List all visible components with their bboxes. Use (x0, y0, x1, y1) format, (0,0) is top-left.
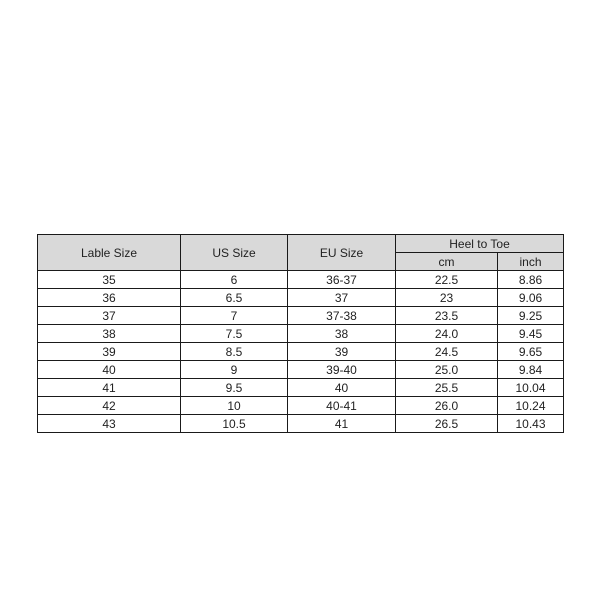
cell-inch: 9.84 (498, 361, 564, 379)
table-body (38, 271, 564, 433)
table-row (38, 343, 564, 361)
cell-us-size: 7.5 (181, 325, 288, 343)
cell-label-size: 42 (38, 397, 181, 415)
table-row (38, 307, 564, 325)
header-inch: inch (498, 253, 564, 271)
cell-us-size: 7 (181, 307, 288, 325)
cell-cm: 23.5 (396, 307, 498, 325)
cell-cm: 22.5 (396, 271, 498, 289)
cell-label-size: 36 (38, 289, 181, 307)
cell-eu-size: 38 (288, 325, 396, 343)
cell-eu-size: 39 (288, 343, 396, 361)
cell-cm: 23 (396, 289, 498, 307)
size-chart-table (37, 234, 564, 433)
cell-eu-size: 36-37 (288, 271, 396, 289)
table-row (38, 379, 564, 397)
cell-cm: 26.0 (396, 397, 498, 415)
cell-label-size: 35 (38, 271, 181, 289)
cell-label-size: 38 (38, 325, 181, 343)
cell-label-size: 41 (38, 379, 181, 397)
header-cm: cm (396, 253, 498, 271)
header-eu-size: EU Size (288, 235, 396, 271)
cell-us-size: 6.5 (181, 289, 288, 307)
cell-cm: 25.5 (396, 379, 498, 397)
header-heel-to-toe: Heel to Toe (396, 235, 564, 253)
table-row (38, 397, 564, 415)
cell-us-size: 9.5 (181, 379, 288, 397)
cell-label-size: 37 (38, 307, 181, 325)
cell-inch: 10.24 (498, 397, 564, 415)
table-row (38, 361, 564, 379)
cell-inch: 10.43 (498, 415, 564, 433)
cell-label-size: 39 (38, 343, 181, 361)
header-row (38, 235, 564, 253)
cell-inch: 9.65 (498, 343, 564, 361)
cell-cm: 25.0 (396, 361, 498, 379)
cell-cm: 26.5 (396, 415, 498, 433)
cell-cm: 24.0 (396, 325, 498, 343)
cell-cm: 24.5 (396, 343, 498, 361)
cell-inch: 10.04 (498, 379, 564, 397)
cell-us-size: 8.5 (181, 343, 288, 361)
table-row (38, 289, 564, 307)
table-row (38, 415, 564, 433)
cell-label-size: 40 (38, 361, 181, 379)
table-row (38, 271, 564, 289)
cell-eu-size: 37 (288, 289, 396, 307)
cell-us-size: 10.5 (181, 415, 288, 433)
cell-us-size: 9 (181, 361, 288, 379)
cell-us-size: 6 (181, 271, 288, 289)
cell-eu-size: 41 (288, 415, 396, 433)
table-row (38, 325, 564, 343)
cell-eu-size: 40 (288, 379, 396, 397)
header-label-size: Lable Size (38, 235, 181, 271)
cell-eu-size: 40-41 (288, 397, 396, 415)
header-us-size: US Size (181, 235, 288, 271)
cell-inch: 9.45 (498, 325, 564, 343)
cell-inch: 8.86 (498, 271, 564, 289)
cell-us-size: 10 (181, 397, 288, 415)
cell-inch: 9.25 (498, 307, 564, 325)
cell-label-size: 43 (38, 415, 181, 433)
table-header (38, 235, 564, 271)
cell-eu-size: 39-40 (288, 361, 396, 379)
cell-eu-size: 37-38 (288, 307, 396, 325)
cell-inch: 9.06 (498, 289, 564, 307)
